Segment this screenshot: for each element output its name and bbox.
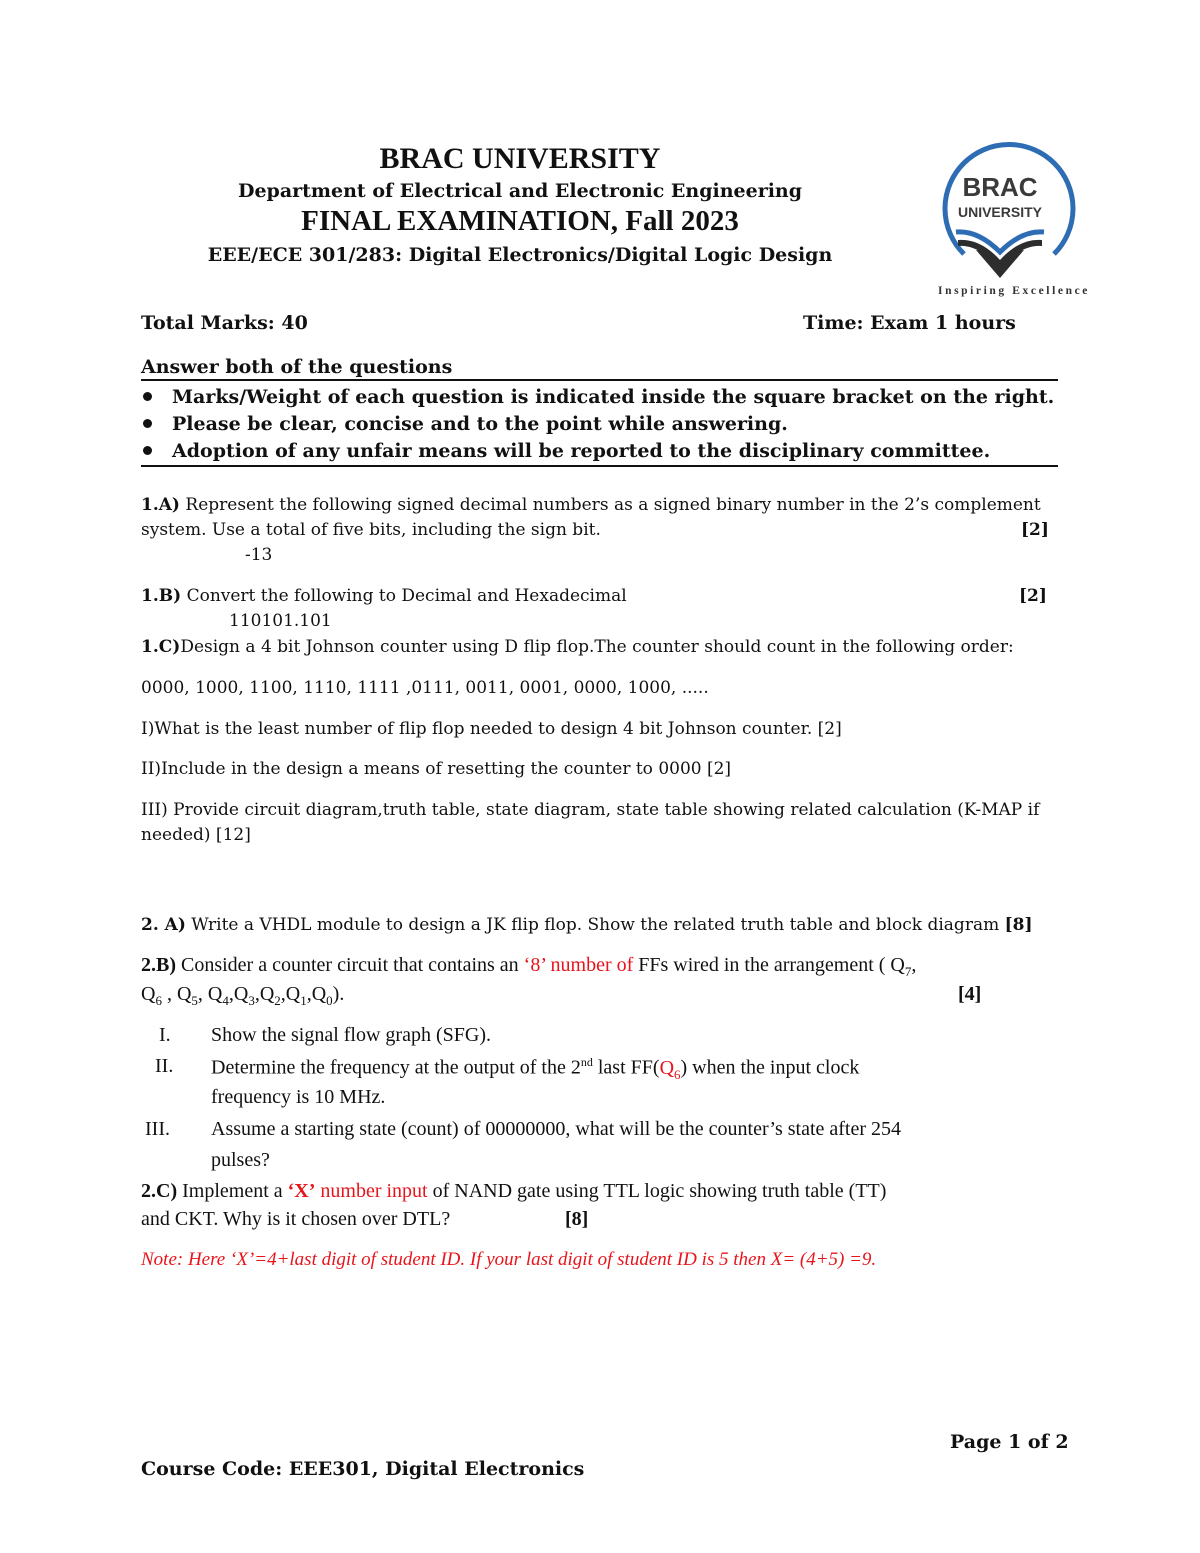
q2c-marks: [8] [565, 1208, 589, 1230]
university-name: BRAC UNIVERSITY [379, 142, 661, 175]
q1b-label: 1.B) [141, 586, 182, 606]
exam-time: Time: Exam 1 hours [803, 312, 1016, 334]
q2b-text: FFs wired in the arrangement ( Q [633, 954, 905, 976]
q2b-item-text: Assume a starting state (count) of 00000000, what will be the counter’s state after 254 [211, 1118, 902, 1140]
q1c-part-iii-line2: needed) [12] [141, 825, 251, 845]
q1c-part-ii: II)Include in the design a means of resetting the counter to 0000 [2] [141, 759, 732, 779]
total-marks: Total Marks: 40 [141, 312, 308, 334]
q2b-item-text: Show the signal flow graph (SFG). [211, 1024, 491, 1046]
q1c-part-iii-line1: III) Provide circuit diagram,truth table, state diagram, state table showing related calculation (K-MAP if [141, 800, 1040, 820]
instructions-bottom-rule [141, 465, 1058, 467]
q2b-item-num: I. [159, 1024, 171, 1046]
q2a-line [141, 915, 1033, 935]
q2b-label: 2.B) [141, 954, 176, 976]
q2b-item-num: III. [145, 1118, 170, 1140]
logo-line1: BRAC [962, 172, 1038, 202]
q2b-item-num: II. [155, 1055, 174, 1077]
q1b-line [141, 586, 627, 606]
instructions-top-rule [141, 379, 1058, 381]
q2b-marks: [4] [958, 983, 982, 1005]
q1c-text: Design a 4 bit Johnson counter using D flip flop.The counter should count in the following order: [180, 637, 1014, 657]
q2b-line2: $Q_6$ , $Q_5$, $Q_4,Q_3,Q_2,Q_1,Q_0$). [141, 983, 345, 1008]
q1a-line1 [141, 495, 1041, 515]
q1a-marks: [2] [1021, 520, 1049, 540]
instruction-text: Please be clear, concise and to the point while answering. [172, 413, 788, 435]
q1c-part-i: I)What is the least number of flip flop needed to design 4 bit Johnson counter. [2] [141, 719, 842, 739]
q1a-text: Represent the following signed decimal numbers as a signed binary number in the 2’s complement [179, 495, 1041, 515]
instruction-bullet [141, 386, 1054, 408]
q1c-line [141, 637, 1014, 657]
q2b-line1: 2.B) Consider a counter circuit that contains an ‘8’ number of FFs wired in the arrangement ( $Q_7$, [141, 954, 917, 979]
q2c-label: 2.C) [141, 1180, 178, 1202]
q2c-line2: and CKT. Why is it chosen over DTL? [141, 1208, 451, 1230]
instructions-heading: Answer both of the questions [141, 356, 453, 378]
course-title: EEE/ECE 301/283: Digital Electronics/Digital Logic Design [207, 244, 833, 266]
logo-line2: UNIVERSITY [957, 204, 1043, 220]
q1b-text: Convert the following to Decimal and Hexadecimal [181, 586, 627, 606]
bullet-icon [143, 419, 152, 428]
instruction-text: Adoption of any unfair means will be reported to the disciplinary committee. [172, 440, 991, 462]
q2b-item-text-cont: frequency is 10 MHz. [211, 1086, 386, 1108]
note-text: Note: Here ‘X’=4+last digit of student ID. If your last digit of student ID is 5 then X= (4+5) =9. [141, 1249, 877, 1270]
instruction-text: Marks/Weight of each question is indicated inside the square bracket on the right. [172, 386, 1055, 408]
q1c-sequence: 0000, 1000, 1100, 1110, 1111 ,0111, 0011, 0001, 0000, 1000, ..... [141, 678, 709, 698]
bullet-icon [143, 392, 152, 401]
logo-tagline: Inspiring Excellence [938, 285, 1090, 297]
q2c-line1: 2.C) Implement a ‘X’ number input of NAND gate using TTL logic showing truth table (TT) [141, 1180, 887, 1202]
q2a-text: Write a VHDL module to design a JK flip flop. Show the related truth table and block diagram [185, 915, 1005, 935]
q2a-marks: [8] [1004, 915, 1033, 935]
department-name: Department of Electrical and Electronic Engineering [237, 180, 803, 202]
q1b-value: 110101.101 [229, 611, 332, 631]
q1a-value: -13 [245, 545, 273, 565]
q2a-label: 2. A) [141, 915, 186, 935]
brac-university-logo-icon [928, 136, 1090, 304]
page-number: Page 1 of 2 [950, 1431, 1069, 1453]
q2b-text: Consider a counter circuit that contains an [176, 954, 524, 976]
q1b-marks: [2] [1019, 586, 1047, 606]
q2b-item-text-cont: pulses? [211, 1149, 270, 1171]
exam-title: FINAL EXAMINATION, Fall 2023 [301, 205, 739, 237]
footer-course-code: Course Code: EEE301, Digital Electronics [141, 1458, 585, 1480]
instruction-bullet [141, 440, 990, 462]
q2b-item-text: Determine the frequency at the output of the 2nd last $FF(Q_6)$ when the input clock [211, 1055, 860, 1082]
q1a-line2: system. Use a total of five bits, including the sign bit. [141, 520, 601, 540]
bullet-icon [143, 446, 152, 455]
instruction-bullet [141, 413, 788, 435]
q1c-label: 1.C) [141, 637, 181, 657]
q1a-label: 1.A) [141, 495, 180, 515]
q2b-highlight: ‘8’ number of [523, 954, 634, 976]
